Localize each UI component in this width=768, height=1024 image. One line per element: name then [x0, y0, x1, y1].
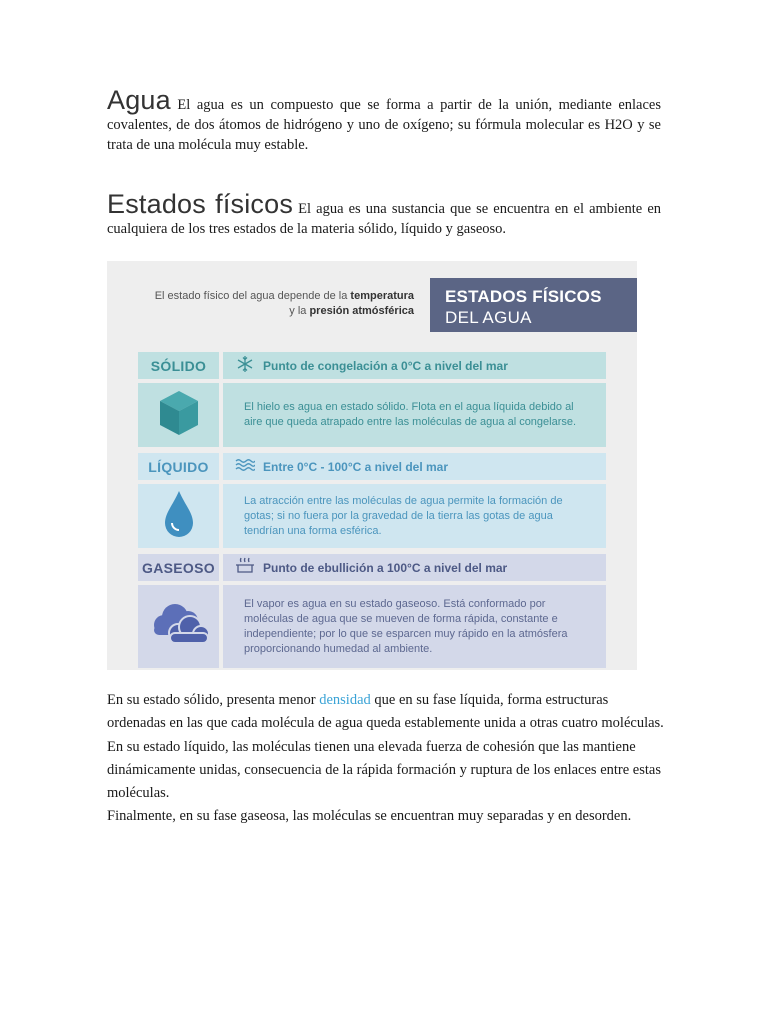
paragraph-solido [107, 689, 667, 736]
solido-text-a: En su estado sólido, presenta menor [107, 692, 320, 708]
intro-bold-temperatura: temperatura [350, 290, 414, 302]
title-line2: DEL AGUA [445, 308, 532, 327]
text-agua: El agua es un compuesto que se forma a partir de la unión, mediante enlaces covalentes, de dos átomos de hidrógeno y uno de oxígeno; su fórmula molecular es H2O y se trata de una molécula muy estable. [107, 97, 661, 153]
solid-icon-cell [138, 383, 219, 447]
header-gaseoso-text: Punto de ebullición a 100°C a nivel del mar [263, 560, 508, 575]
label-gaseoso: GASEOSO [138, 554, 219, 581]
waves-icon [235, 458, 255, 475]
label-liquido: LÍQUIDO [138, 453, 219, 480]
gas-icon-cell [138, 585, 219, 668]
infographic-title [430, 278, 637, 332]
snowflake-icon [235, 355, 255, 376]
solido-text-b: que en su fase líquida, forma estructuras ordenadas en las que cada molécula de agua queda establemente unida a otras cuatro moléculas. [107, 692, 664, 732]
cloud-icon [148, 601, 210, 652]
description-gaseoso: El vapor es agua en su estado gaseoso. Está conformado por moléculas de agua que se mueven de forma rápida, constante e independiente; por lo que se esparcen muy rápido en la atmósfera proporcionando humedad al ambiente. [223, 585, 606, 668]
text-estados: El agua es una sustancia que se encuentra en el ambiente en cualquiera de los tres estados de la materia sólido, líquido y gaseoso. [107, 201, 662, 237]
paragraph-estados-detalle [107, 689, 667, 829]
heading-agua: Agua [107, 85, 171, 115]
description-liquido: La atracción entre las moléculas de agua permite la formación de gotas; si no fuera por la gravedad de la tierra las gotas de agua tendrían una forma esférica. [223, 484, 606, 548]
label-solido: SÓLIDO [138, 352, 219, 379]
boiling-pot-icon [235, 557, 255, 578]
header-gaseoso [223, 554, 606, 581]
paragraph-agua [107, 85, 661, 155]
liquid-icon-cell [138, 484, 219, 548]
paragraph-liquido: En su estado líquido, las moléculas tienen una elevada fuerza de cohesión que las mantiene dinámicamente unidas, consecuencia de la rápida formación y ruptura de los enlaces entre estas moléculas. [107, 738, 661, 802]
header-solido [223, 352, 606, 379]
heading-estados-fisicos: Estados físicos [107, 189, 294, 219]
intro-text-c: y la [289, 305, 310, 317]
header-solido-text: Punto de congelación a 0°C a nivel del mar [263, 358, 508, 373]
header-liquido-text: Entre 0°C - 100°C a nivel del mar [263, 459, 449, 474]
densidad-link[interactable]: densidad [319, 692, 371, 708]
title-line1: ESTADOS FÍSICOS [445, 287, 602, 306]
description-solido: El hielo es agua en estado sólido. Flota en el agua líquida debido al aire que queda atrapado entre las moléculas de agua al congelarse. [223, 383, 606, 447]
infographic [107, 261, 637, 670]
infographic-intro [107, 289, 414, 319]
water-drop-icon [163, 489, 195, 544]
header-liquido [223, 453, 606, 480]
cube-icon [158, 389, 200, 442]
paragraph-estados [107, 189, 662, 239]
intro-text-a: El estado físico del agua depende de la [154, 290, 351, 302]
intro-bold-presion: presión atmósférica [309, 305, 414, 317]
paragraph-gaseoso: Finalmente, en su fase gaseosa, las moléculas se encuentran muy separadas y en desorden. [107, 808, 632, 825]
